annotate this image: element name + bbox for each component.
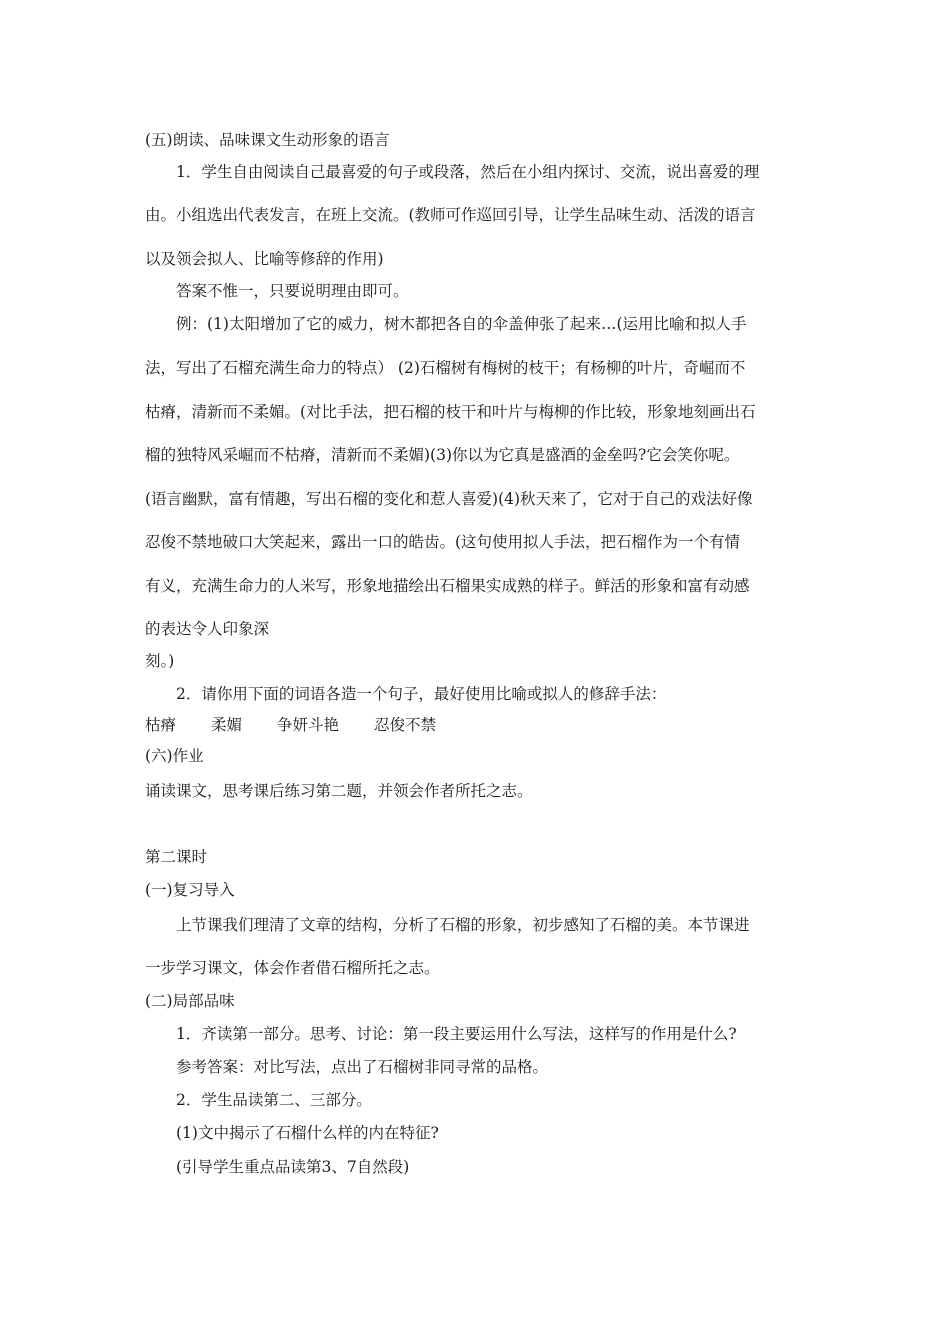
- item2-question: (1)文中揭示了石榴什么样的内在特征?: [176, 1124, 439, 1142]
- example-line8: 的表达令人印象深: [145, 620, 270, 638]
- word-item: 柔媚: [211, 716, 243, 734]
- example-line7: 有义，充满生命力的人米写，形象地描绘出石榴果实成熟的样子。鲜活的形象和富有动感: [145, 577, 750, 595]
- item2: 2．学生品读第二、三部分。: [176, 1091, 372, 1109]
- task2: 2．请你用下面的词语各造一个句子，最好使用比喻或拟人的修辞手法：: [176, 685, 667, 703]
- item1-question: 1．齐读第一部分。思考、讨论：第一段主要运用什么写法，这样写的作用是什么?: [176, 1025, 737, 1043]
- section6-heading: (六)作业: [145, 747, 204, 765]
- example-line1: 例：(1)太阳增加了它的威力，树木都把各自的伞盖伸张了起来…(运用比喻和拟人手: [176, 315, 747, 333]
- lesson2-title: 第二课时: [145, 848, 208, 866]
- word-item: 忍俊不禁: [374, 716, 437, 734]
- part2-heading: (二)局部品味: [145, 992, 235, 1010]
- word-list: [145, 715, 436, 735]
- item2-guide: (引导学生重点品读第3、7自然段): [176, 1158, 410, 1176]
- section5-p1-line2: 由。小组选出代表发言，在班上交流。(教师可作巡回引导，让学生品味生动、活泼的语言: [145, 206, 756, 224]
- example-line5: (语言幽默，富有情趣，写出石榴的变化和惹人喜爱)(4)秋天来了，它对于自己的戏法好像: [145, 490, 753, 508]
- part1-line2: 一步学习课文，体会作者借石榴所托之志。: [145, 959, 440, 977]
- example-line9: 刻。): [145, 652, 175, 670]
- answer-note: 答案不惟一，只要说明理由即可。: [176, 282, 409, 300]
- section5-p1-line3: 以及领会拟人、比喻等修辞的作用): [145, 250, 384, 268]
- word-item: 枯瘠: [145, 716, 177, 734]
- example-line2: 法，写出了石榴充满生命力的特点） (2)石榴树有梅树的枝干；有杨柳的叶片，奇崛而不: [145, 359, 746, 377]
- example-line3: 枯瘠，清新而不柔媚。(对比手法，把石榴的枝干和叶片与梅柳的作比较，形象地刻画出石: [145, 403, 756, 421]
- section5-p1-line1: 1．学生自由阅读自己最喜爱的句子或段落，然后在小组内探讨、交流，说出喜爱的理: [176, 163, 760, 181]
- homework-text: 诵读课文，思考课后练习第二题，并领会作者所托之志。: [145, 782, 533, 800]
- part1-line1: 上节课我们理清了文章的结构，分析了石榴的形象，初步感知了石榴的美。本节课进: [176, 916, 750, 934]
- section5-heading: (五)朗读、品味课文生动形象的语言: [145, 131, 390, 149]
- part1-heading: (一)复习导入: [145, 881, 235, 899]
- word-item: 争妍斗艳: [277, 716, 340, 734]
- example-line6: 忍俊不禁地破口大笑起来，露出一口的皓齿。(这句使用拟人手法，把石榴作为一个有情: [145, 533, 741, 551]
- item1-answer: 参考答案：对比写法，点出了石榴树非同寻常的品格。: [176, 1058, 549, 1076]
- example-line4: 榴的独特风采崛而不枯瘠，清新而不柔媚)(3)你以为它真是盛酒的金垒吗?它会笑你呢。: [145, 446, 740, 464]
